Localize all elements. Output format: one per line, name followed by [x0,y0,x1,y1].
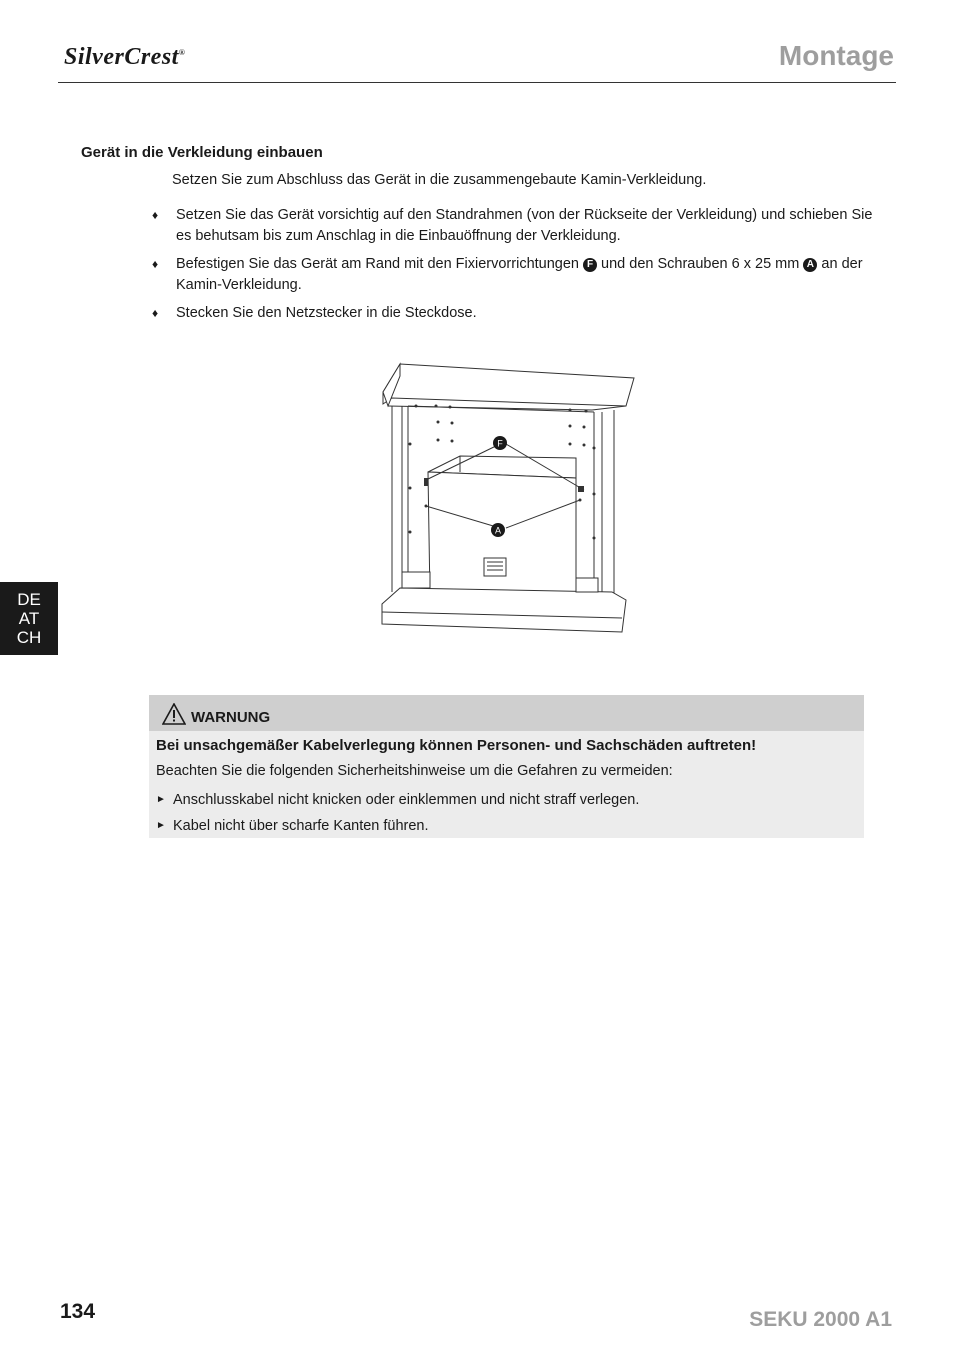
warning-title: WARNUNG [191,709,271,726]
arrow-bullet-icon: ► [156,794,166,805]
subheading: Gerät in die Verkleidung einbauen [81,144,323,161]
header-divider [58,82,896,83]
model-name: SEKU 2000 A1 [749,1308,892,1331]
instruction-text: Befestigen Sie das Gerät am Rand mit den Fixiervorrichtungen [176,256,579,272]
instruction-item [150,254,880,296]
language-code: CH [16,628,42,647]
instruction-list [150,205,880,331]
diamond-bullet-icon: ♦ [152,306,159,320]
diamond-bullet-icon: ♦ [152,208,159,222]
instruction-text: Stecken Sie den Netzstecker in die Steckdose. [176,305,477,321]
ref-badge-a: A [803,258,817,272]
language-code: DE [17,590,41,609]
fireplace-assembly-illustration [380,362,636,634]
intro-text: Setzen Sie zum Abschluss das Gerät in die zusammengebaute Kamin-Verkleidung. [172,172,707,188]
warning-header [149,695,864,731]
warning-item: ► Kabel nicht über scharfe Kanten führen. [156,813,639,839]
brand-logo: SilverCrest® [64,44,186,70]
instruction-item [150,205,880,247]
instruction-text: und den Schrauben 6 x 25 mm [601,256,800,272]
warning-headline: Bei unsachgemäßer Kabelverlegung können Personen- und Sachschäden auftreten! [156,737,757,754]
warning-list [156,787,639,839]
instruction-text: Setzen Sie das Gerät vorsichtig auf den Standrahmen (von der Rückseite der Verkleidung) und schieben Sie es behutsam bis zum Anschlag in die Einbauöffnung der Verkleidung. [176,207,873,244]
figure-label-a: A [494,525,502,536]
ref-badge-f: F [583,258,597,272]
warning-text: Beachten Sie die folgenden Sicherheitshinweise um die Gefahren zu vermeiden: [156,763,673,779]
figure-label-f: F [497,438,503,449]
diamond-bullet-icon: ♦ [152,257,159,271]
instruction-item [150,303,880,324]
language-code: AT [18,609,40,628]
instruction-text: an der Kamin-Verkleidung. [176,256,863,293]
language-tab [0,582,58,655]
page-number: 134 [60,1300,96,1323]
warning-box [149,695,864,838]
section-title: Montage [778,40,894,71]
arrow-bullet-icon: ► [156,820,166,831]
warning-triangle-icon [162,703,186,725]
warning-item: ► Anschlusskabel nicht knicken oder einklemmen und nicht straff verlegen. [156,787,639,813]
